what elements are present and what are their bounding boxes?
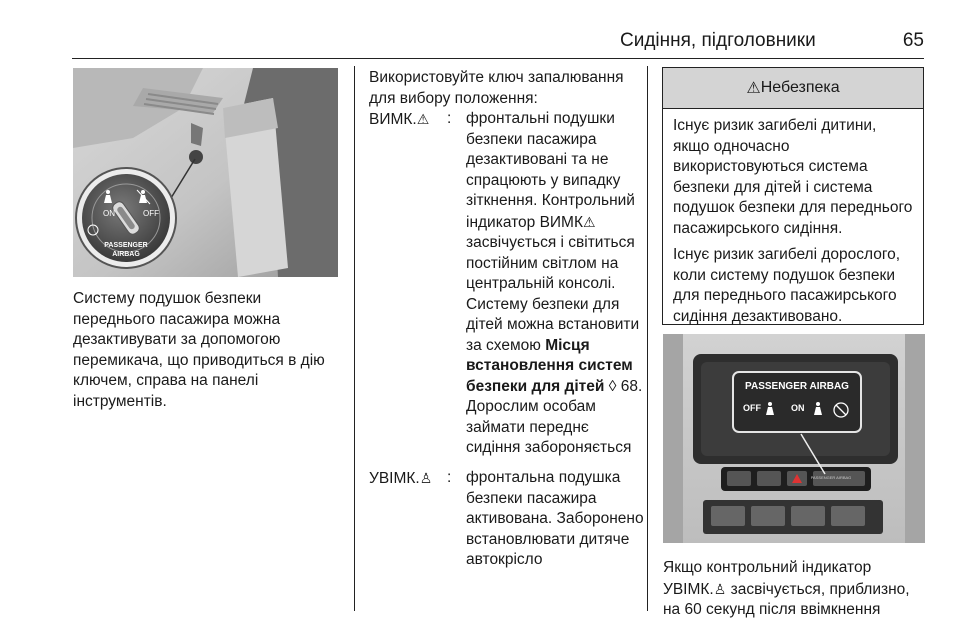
indicator-title: PASSENGER AIRBAG xyxy=(745,381,849,392)
page-ref-icon: ◊ xyxy=(608,377,617,395)
mode-on-text: УВІМК. xyxy=(369,470,420,487)
airbag-on-icon: ♙ xyxy=(713,580,727,597)
mode-off-text: ВИМК. xyxy=(369,111,417,128)
indicator-off-label: OFF xyxy=(743,403,761,413)
child-restraint-link[interactable]: Місця встановлення систем безпеки для дітей xyxy=(466,336,633,395)
indicator-on-label: ON xyxy=(791,403,805,413)
danger-paragraph: Існує ризик загибелі дорослого, коли систему подушок безпеки для переднього пасажирського сидіння дезактивовано. xyxy=(673,246,901,325)
danger-paragraph: Існує ризик загибелі дитини, якщо одночасно використовуються система безпеки для дітей і система подушок безпеки для переднього пасажирського сидіння. xyxy=(673,117,913,237)
airbag-off-icon: ⚠ xyxy=(416,111,430,127)
page-number: 65 xyxy=(902,30,924,51)
danger-box xyxy=(662,67,924,325)
mode-off-description xyxy=(466,109,644,459)
header-rule xyxy=(72,58,924,59)
switch-airbag-label: AIRBAG xyxy=(112,251,140,258)
mode-on-colon: : xyxy=(447,469,452,486)
mode-off-desc-1: фронтальні подушки безпеки пасажира дезактивовані та не спрацюють у випадку зіткнення. Контрольний індикатор ВИМК xyxy=(466,110,635,231)
warning-triangle-icon: ⚠ xyxy=(746,80,761,97)
airbag-switch-photo xyxy=(73,68,338,277)
page-ref[interactable]: 68 xyxy=(620,377,638,395)
figure2-caption-2: засвічується, приблизно, на 60 секунд після ввімкнення xyxy=(663,580,910,618)
column-divider xyxy=(354,66,355,611)
switch-off-label: OFF xyxy=(143,209,159,218)
figure1-caption: Систему подушок безпеки переднього пасажира можна дезактивувати за допомогою перемикача, що приводиться в дію ключем, справа на панелі інструментів. xyxy=(73,290,325,410)
danger-body xyxy=(663,109,923,327)
mode-on-label xyxy=(369,468,432,490)
switch-on-label: ON xyxy=(103,209,115,218)
section-title: Сидіння, підголовники xyxy=(620,30,816,51)
mode-off-colon: : xyxy=(447,110,452,127)
airbag-on-icon: ♙ xyxy=(419,470,433,486)
mode-off-desc-2: засвічується і світиться постійним світлом на центральній консолі. Систему безпеки для дітей можна встановити за схемою xyxy=(466,234,640,354)
mode-off-desc-3: . Дорослим особам займати переднє сидіння забороняється xyxy=(466,377,643,456)
figure2-caption xyxy=(663,558,925,621)
figure2-caption-1: Якщо контрольний індикатор УВІМК. xyxy=(663,559,872,598)
switch-passenger-label: PASSENGER xyxy=(104,242,148,249)
mode-on-description: фронтальна подушка безпеки пасажира активована. Заборонено встановлювати дитяче автокрісло xyxy=(466,469,644,568)
danger-title: Небезпека xyxy=(760,79,840,96)
danger-header xyxy=(663,68,923,109)
airbag-off-icon: ⚠ xyxy=(583,213,596,230)
column-divider xyxy=(647,66,648,611)
intro-paragraph: Використовуйте ключ запалювання для вибору положення: xyxy=(369,69,624,107)
console-indicator-photo xyxy=(663,334,925,543)
mode-off-label xyxy=(369,109,429,131)
indicator-small-label: PASSENGER AIRBAG xyxy=(810,475,852,480)
